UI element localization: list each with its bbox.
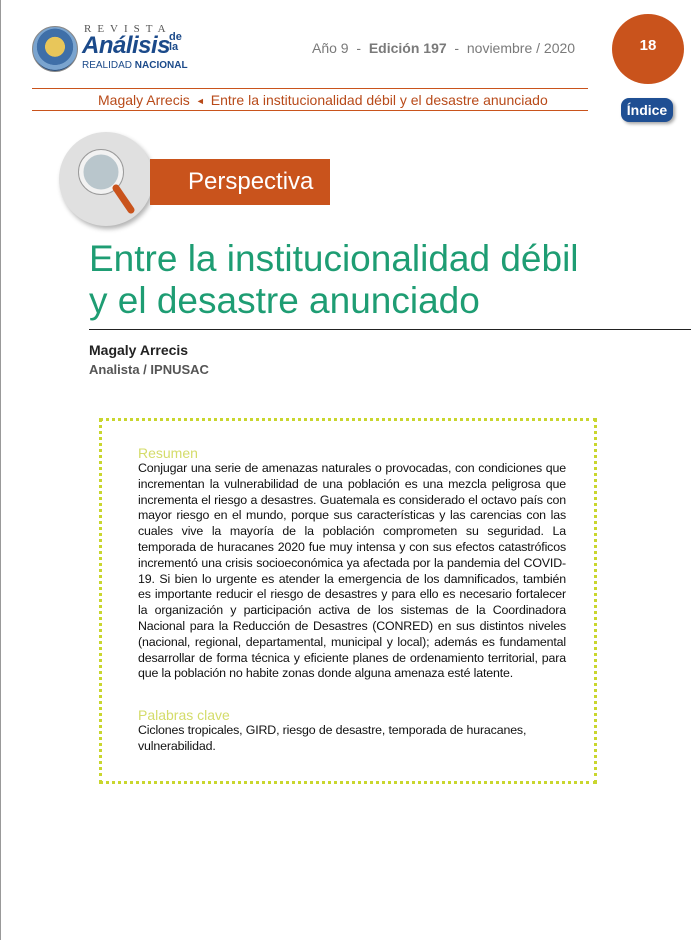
running-head-title: Entre la institucionalidad débil y el desastre anunciado <box>210 92 548 108</box>
title-line-2: y el desastre anunciado <box>89 280 480 321</box>
page-number: 18 <box>639 37 657 54</box>
university-seal-icon <box>32 26 78 72</box>
magnifier-graphic <box>59 132 153 226</box>
page-edge <box>0 0 1 940</box>
magnifier-icon <box>59 132 153 226</box>
edition-separator: - <box>454 40 460 56</box>
logo-revista: REVISTA <box>84 23 172 35</box>
article-title <box>89 238 649 322</box>
section-label-text: Perspectiva <box>188 168 314 195</box>
edition-info <box>312 40 575 56</box>
abstract-heading: Resumen <box>138 445 198 461</box>
running-head <box>98 92 548 108</box>
logo-realidad-nacional <box>82 60 188 71</box>
edition-year: Año 9 <box>312 40 349 56</box>
page-number-badge <box>612 14 684 84</box>
keywords-heading: Palabras clave <box>138 707 230 723</box>
magazine-logo[interactable] <box>32 20 192 80</box>
index-button[interactable]: Índice <box>621 98 673 122</box>
abstract-text: Conjugar una serie de amenazas naturales o provocadas, con condiciones que incrementan la vulnerabilidad de una población es una mezcla peligrosa que incrementa el riesgo a desastres. Guatemala es considerado el octavo país con mayor riesgo en el mundo, porque sus características y las carencias con las cuales vive la mayoría de la población comprometen su seguridad. La temporada de huracanes 2020 fue muy intensa y con sus efectos catastróficos incrementó una crisis socioeconómica ya afectada por la pandemia del COVID-19. Si bien lo urgente es atender la emergencia de los damnificados, también es importante reducir el riesgo de desastres y para ello es necesario fortalecer la organización y participación activa de los sistemas de la Coordinadora Nacional para la Reducción de Desastres (CONRED) en sus distintos niveles (nacional, regional, departamental, municipal y local); además es fundamental desarrollar de forma técnica y eficiente planes de ordenamiento territorial, para que la población no habite zonas donde alguna amenaza esté latente. <box>138 461 566 681</box>
edition-separator: - <box>356 40 362 56</box>
title-line-1: Entre la institucionalidad débil <box>89 238 579 279</box>
logo-realidad: REALIDAD <box>82 60 133 71</box>
triangle-left-icon: ◄ <box>195 96 205 106</box>
edition-date: noviembre / 2020 <box>466 40 576 56</box>
abstract-box <box>99 418 597 784</box>
logo-de-la: de la <box>169 31 182 53</box>
logo-nacional: NACIONAL <box>134 60 188 71</box>
title-rule <box>89 329 691 330</box>
logo-analisis: Análisis <box>82 32 171 59</box>
author-affiliation: Analista / IPNUSAC <box>89 362 209 377</box>
section-label <box>150 159 330 205</box>
header-rule-bottom <box>32 110 588 111</box>
running-head-author: Magaly Arrecis <box>98 92 190 108</box>
keywords-text: Ciclones tropicales, GIRD, riesgo de desastre, temporada de huracanes, vulnerabilidad. <box>138 723 527 753</box>
author-name: Magaly Arrecis <box>89 342 189 358</box>
header-rule-top <box>32 88 588 89</box>
edition-number: Edición 197 <box>368 40 447 56</box>
